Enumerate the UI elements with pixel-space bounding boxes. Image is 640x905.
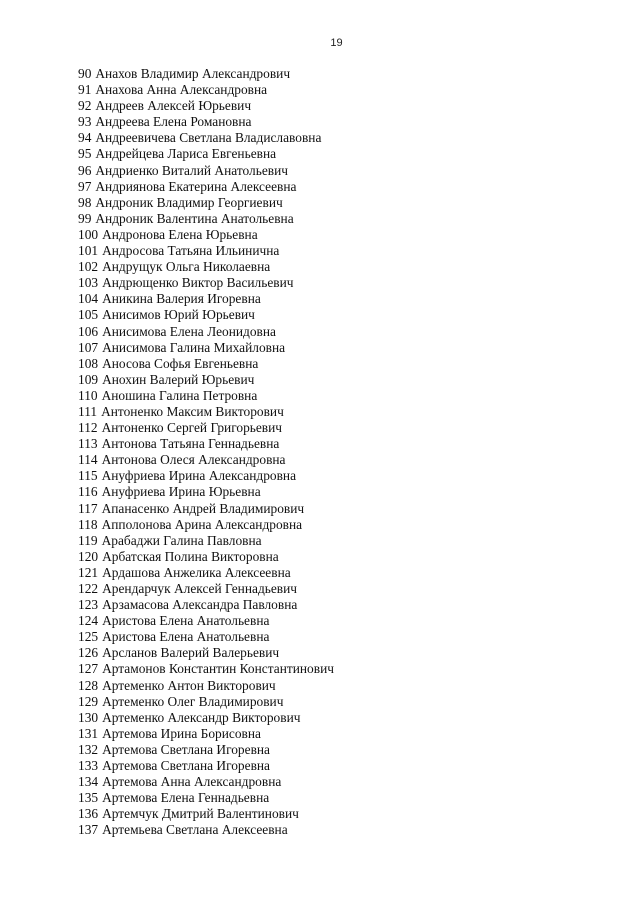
list-item	[78, 243, 618, 259]
entry-name: Андреева Елена Романовна	[95, 114, 252, 130]
list-item	[78, 581, 618, 597]
entry-name: Ануфриева Ирина Юрьевна	[101, 484, 261, 500]
list-item	[78, 533, 618, 549]
list-item	[78, 211, 618, 227]
entry-name: Андреев Алексей Юрьевич	[95, 98, 252, 114]
name-list	[78, 66, 618, 839]
list-item	[78, 275, 618, 291]
entry-number: 108	[78, 355, 99, 371]
entry-name: Андрющенко Виктор Васильевич	[102, 275, 294, 291]
entry-name: Анисимова Елена Леонидовна	[102, 323, 276, 339]
list-item	[78, 179, 618, 195]
entry-name: Артемова Елена Геннадьевна	[102, 790, 270, 806]
entry-number: 123	[78, 597, 99, 613]
list-item	[78, 388, 618, 404]
entry-number: 98	[78, 194, 92, 210]
entry-number: 100	[78, 226, 99, 242]
list-item	[78, 629, 618, 645]
entry-number: 136	[78, 806, 99, 822]
entry-name: Артемчук Дмитрий Валентинович	[102, 806, 299, 822]
list-item	[78, 259, 618, 275]
entry-name: Ардашова Анжелика Алексеевна	[102, 564, 291, 580]
list-item	[78, 790, 618, 806]
list-item	[78, 517, 618, 533]
list-item	[78, 436, 618, 452]
entry-number: 118	[78, 516, 98, 532]
list-item	[78, 645, 618, 661]
list-item	[78, 146, 618, 162]
list-item	[78, 372, 618, 388]
entry-number: 127	[78, 661, 99, 677]
entry-number: 126	[78, 645, 99, 661]
list-item	[78, 468, 618, 484]
list-item	[78, 501, 618, 517]
entry-name: Арендарчук Алексей Геннадьевич	[102, 581, 298, 596]
list-item	[78, 227, 618, 243]
entry-number: 121	[78, 564, 99, 580]
list-item	[78, 307, 618, 323]
entry-number: 106	[78, 323, 99, 339]
entry-name: Артемова Анна Александровна	[102, 774, 282, 790]
list-item	[78, 758, 618, 774]
entry-number: 94	[78, 130, 92, 146]
entry-name: Апанасенко Андрей Владимирович	[101, 500, 305, 516]
entry-number: 112	[78, 420, 98, 436]
list-item	[78, 726, 618, 742]
entry-number: 129	[78, 693, 99, 709]
entry-number: 102	[78, 259, 99, 275]
entry-name: Андросова Татьяна Ильинична	[102, 243, 280, 259]
entry-number: 120	[78, 548, 99, 564]
entry-name: Антонова Олеся Александровна	[101, 452, 286, 468]
list-item	[78, 694, 618, 710]
entry-name: Аносова Софья Евгеньевна	[102, 355, 259, 371]
entry-number: 115	[78, 468, 98, 484]
entry-number: 104	[78, 291, 99, 307]
entry-number: 132	[78, 741, 99, 757]
entry-number: 92	[78, 98, 92, 114]
entry-number: 113	[78, 436, 98, 452]
entry-name: Арсланов Валерий Валерьевич	[102, 645, 280, 661]
entry-name: Антоненко Сергей Григорьевич	[101, 420, 283, 436]
entry-number: 96	[78, 162, 92, 178]
entry-name: Андронова Елена Юрьевна	[102, 226, 258, 242]
list-item	[78, 163, 618, 179]
entry-number: 90	[78, 66, 92, 81]
entry-name: Аношина Галина Петровна	[101, 387, 258, 403]
entry-name: Анисимов Юрий Юрьевич	[102, 307, 255, 323]
entry-name: Андриянова Екатерина Алексеевна	[95, 178, 297, 194]
list-item	[78, 710, 618, 726]
entry-number: 116	[78, 484, 98, 500]
list-item	[78, 340, 618, 356]
entry-number: 137	[78, 822, 99, 838]
list-item	[78, 678, 618, 694]
entry-name: Ануфриева Ирина Александровна	[101, 468, 297, 484]
entry-number: 105	[78, 307, 99, 323]
entry-name: Аристова Елена Анатольевна	[102, 613, 270, 629]
entry-name: Артемова Ирина Борисовна	[102, 725, 261, 741]
entry-number: 95	[78, 146, 92, 162]
entry-number: 91	[78, 82, 92, 98]
entry-name: Анисимова Галина Михайловна	[102, 339, 286, 355]
list-item	[78, 806, 618, 822]
list-item	[78, 661, 618, 677]
list-item	[78, 420, 618, 436]
entry-number: 130	[78, 709, 99, 725]
entry-number: 101	[78, 243, 99, 259]
entry-name: Анахов Владимир Александрович	[95, 66, 291, 81]
list-item	[78, 549, 618, 565]
entry-name: Аникина Валерия Игоревна	[102, 291, 261, 307]
list-item	[78, 404, 618, 420]
entry-number: 111	[78, 403, 98, 419]
entry-name: Антонова Татьяна Геннадьевна	[101, 436, 280, 452]
entry-name: Анохин Валерий Юрьевич	[102, 371, 255, 387]
entry-name: Аристова Елена Анатольевна	[102, 629, 270, 645]
entry-name: Артеменко Антон Викторович	[102, 677, 276, 693]
page-number: 19	[330, 37, 343, 49]
entry-number: 135	[78, 790, 99, 806]
entry-name: Арабаджи Галина Павловна	[101, 532, 262, 548]
entry-name: Артеменко Олег Владимирович	[102, 693, 284, 709]
list-item	[78, 774, 618, 790]
entry-name: Арзамасова Александра Павловна	[102, 597, 298, 613]
entry-number: 110	[78, 387, 98, 403]
entry-name: Арбатская Полина Викторовна	[102, 548, 279, 564]
list-item	[78, 66, 618, 82]
entry-number: 103	[78, 275, 99, 291]
entry-name: Артемова Светлана Игоревна	[102, 758, 270, 774]
entry-number: 99	[78, 210, 92, 226]
entry-number: 109	[78, 371, 99, 387]
list-item	[78, 565, 618, 581]
entry-name: Апполонова Арина Александровна	[101, 516, 303, 532]
entry-number: 128	[78, 677, 99, 693]
entry-name: Андрейцева Лариса Евгеньевна	[95, 146, 277, 162]
entry-number: 117	[78, 500, 98, 516]
list-item	[78, 484, 618, 500]
list-item	[78, 98, 618, 114]
list-item	[78, 82, 618, 98]
entry-name: Артемьева Светлана Алексеевна	[102, 822, 288, 838]
entry-number: 93	[78, 114, 92, 130]
entry-name: Антоненко Максим Викторович	[101, 403, 284, 419]
list-item	[78, 613, 618, 629]
list-item	[78, 114, 618, 130]
entry-number: 131	[78, 725, 99, 741]
list-item	[78, 742, 618, 758]
entry-number: 125	[78, 629, 99, 645]
entry-name: Артеменко Александр Викторович	[102, 709, 301, 725]
list-item	[78, 324, 618, 340]
list-item	[78, 452, 618, 468]
entry-name: Артамонов Константин Константинович	[102, 661, 334, 677]
entry-name: Анахова Анна Александровна	[95, 82, 268, 98]
entry-name: Андроник Владимир Георгиевич	[95, 194, 283, 210]
list-item	[78, 130, 618, 146]
entry-number: 124	[78, 613, 99, 629]
entry-name: Андрущук Ольга Николаевна	[102, 259, 271, 275]
entry-name: Андриенко Виталий Анатольевич	[95, 162, 288, 178]
entry-name: Артемова Светлана Игоревна	[102, 741, 270, 757]
entry-name: Андреевичева Светлана Владиславовна	[95, 130, 322, 146]
entry-number: 97	[78, 178, 92, 194]
list-item	[78, 195, 618, 211]
entry-number: 134	[78, 774, 99, 790]
entry-number: 119	[78, 532, 98, 548]
list-item	[78, 356, 618, 372]
entry-number: 122	[78, 581, 99, 596]
list-item	[78, 597, 618, 613]
entry-name: Андроник Валентина Анатольевна	[95, 210, 294, 226]
entry-number: 133	[78, 758, 99, 774]
list-item	[78, 291, 618, 307]
entry-number: 114	[78, 452, 98, 468]
list-item	[78, 822, 618, 838]
entry-number: 107	[78, 339, 99, 355]
